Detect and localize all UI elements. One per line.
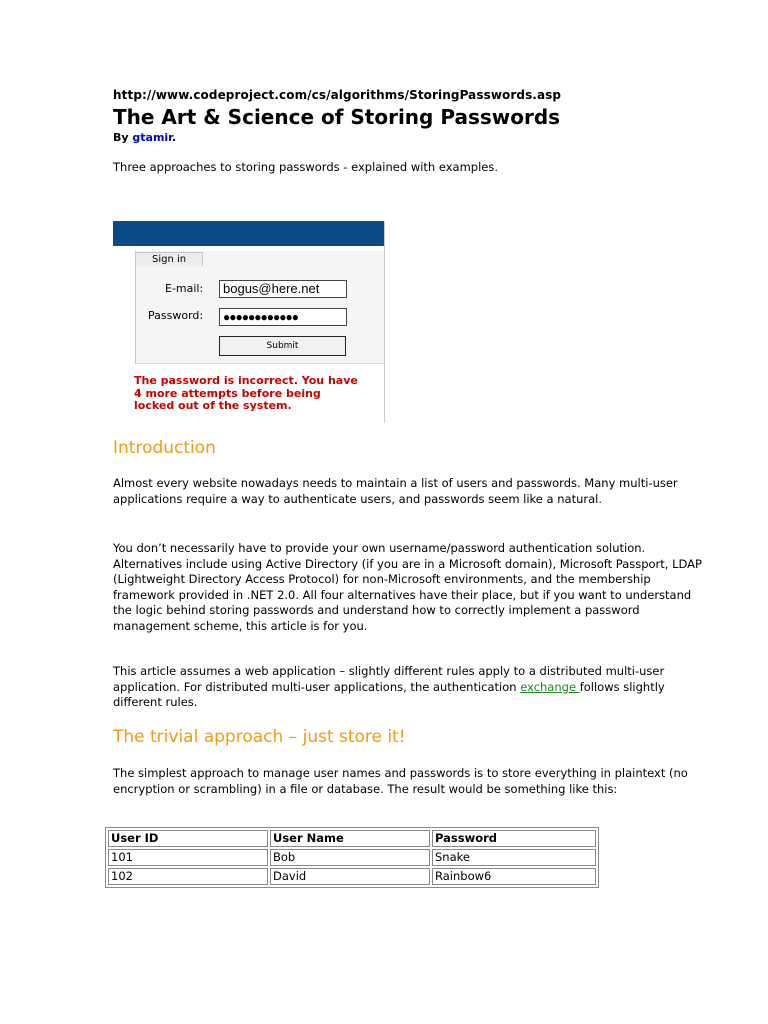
cell-user-name: Bob	[270, 849, 430, 866]
column-header-password: Password	[432, 830, 596, 847]
signin-tab[interactable]: Sign in	[135, 252, 203, 266]
trivial-section	[113, 727, 713, 747]
password-field[interactable]: ●●●●●●●●●●●●	[219, 308, 347, 326]
exchange-link[interactable]: exchange	[520, 679, 580, 694]
users-table	[105, 827, 599, 888]
table-row	[108, 849, 596, 866]
trivial-paragraph: The simplest approach to manage user names and passwords is to store everything in plaintext (no encryption or scrambling) in a file or database. The result would be something like this:	[113, 766, 688, 796]
intro-paragraph-2: You don’t necessarily have to provide your own username/password authentication solution. Alternatives include using Active Directory (if you are in a Microsoft domain), Microsoft Passport, LDAP (Lightweight Directory Access Protocol) for non-Microsoft environments, and the membership framework provided in .NET 2.0. All four alternatives have their place, but if you want to understand the logic behind storing passwords and understand how to correctly implement a password management scheme, this article is for you.	[113, 541, 702, 633]
intro-p3-after: follows slightly different rules.	[113, 679, 665, 709]
intro-p3-before: This article assumes a web application – slightly different rules apply to a distributed multi-user application. For distributed multi-user applications, the authentication	[113, 664, 665, 694]
table-row	[108, 868, 596, 885]
intro-section	[113, 438, 713, 458]
password-label: Password:	[148, 309, 204, 322]
cell-user-id: 101	[108, 849, 268, 866]
source-url[interactable]: http://www.codeproject.com/cs/algorithms/StoringPasswords.asp	[113, 88, 562, 102]
article-header	[113, 88, 713, 175]
author-suffix: .	[172, 131, 177, 144]
intro-paragraph-1: Almost every website nowadays needs to maintain a list of users and passwords. Many multi-user applications require a way to authenticate users, and passwords seem like a natural.	[113, 476, 678, 506]
email-label: E-mail:	[165, 282, 204, 295]
error-message: The password is incorrect. You have 4 more attempts before being locked out of the system.	[134, 374, 358, 412]
email-field[interactable]: bogus@here.net	[219, 280, 347, 298]
signin-screenshot	[113, 221, 385, 423]
cell-user-name: David	[270, 868, 430, 885]
by-label: By	[113, 131, 133, 144]
table-header-row	[108, 830, 596, 847]
cell-password: Rainbow6	[432, 868, 596, 885]
intro-paragraph-3	[113, 664, 713, 711]
trivial-heading: The trivial approach – just store it!	[113, 727, 406, 747]
intro-heading: Introduction	[113, 438, 216, 458]
submit-button[interactable]: Submit	[219, 336, 346, 356]
cell-user-id: 102	[108, 868, 268, 885]
article-subtitle: Three approaches to storing passwords - explained with examples.	[113, 160, 499, 174]
byline	[113, 131, 713, 145]
article-title: The Art & Science of Storing Passwords	[113, 105, 561, 129]
author-link[interactable]: gtamir	[132, 131, 173, 144]
column-header-user-id: User ID	[108, 830, 268, 847]
cell-password: Snake	[432, 849, 596, 866]
signin-header-bar	[113, 221, 384, 246]
column-header-user-name: User Name	[270, 830, 430, 847]
